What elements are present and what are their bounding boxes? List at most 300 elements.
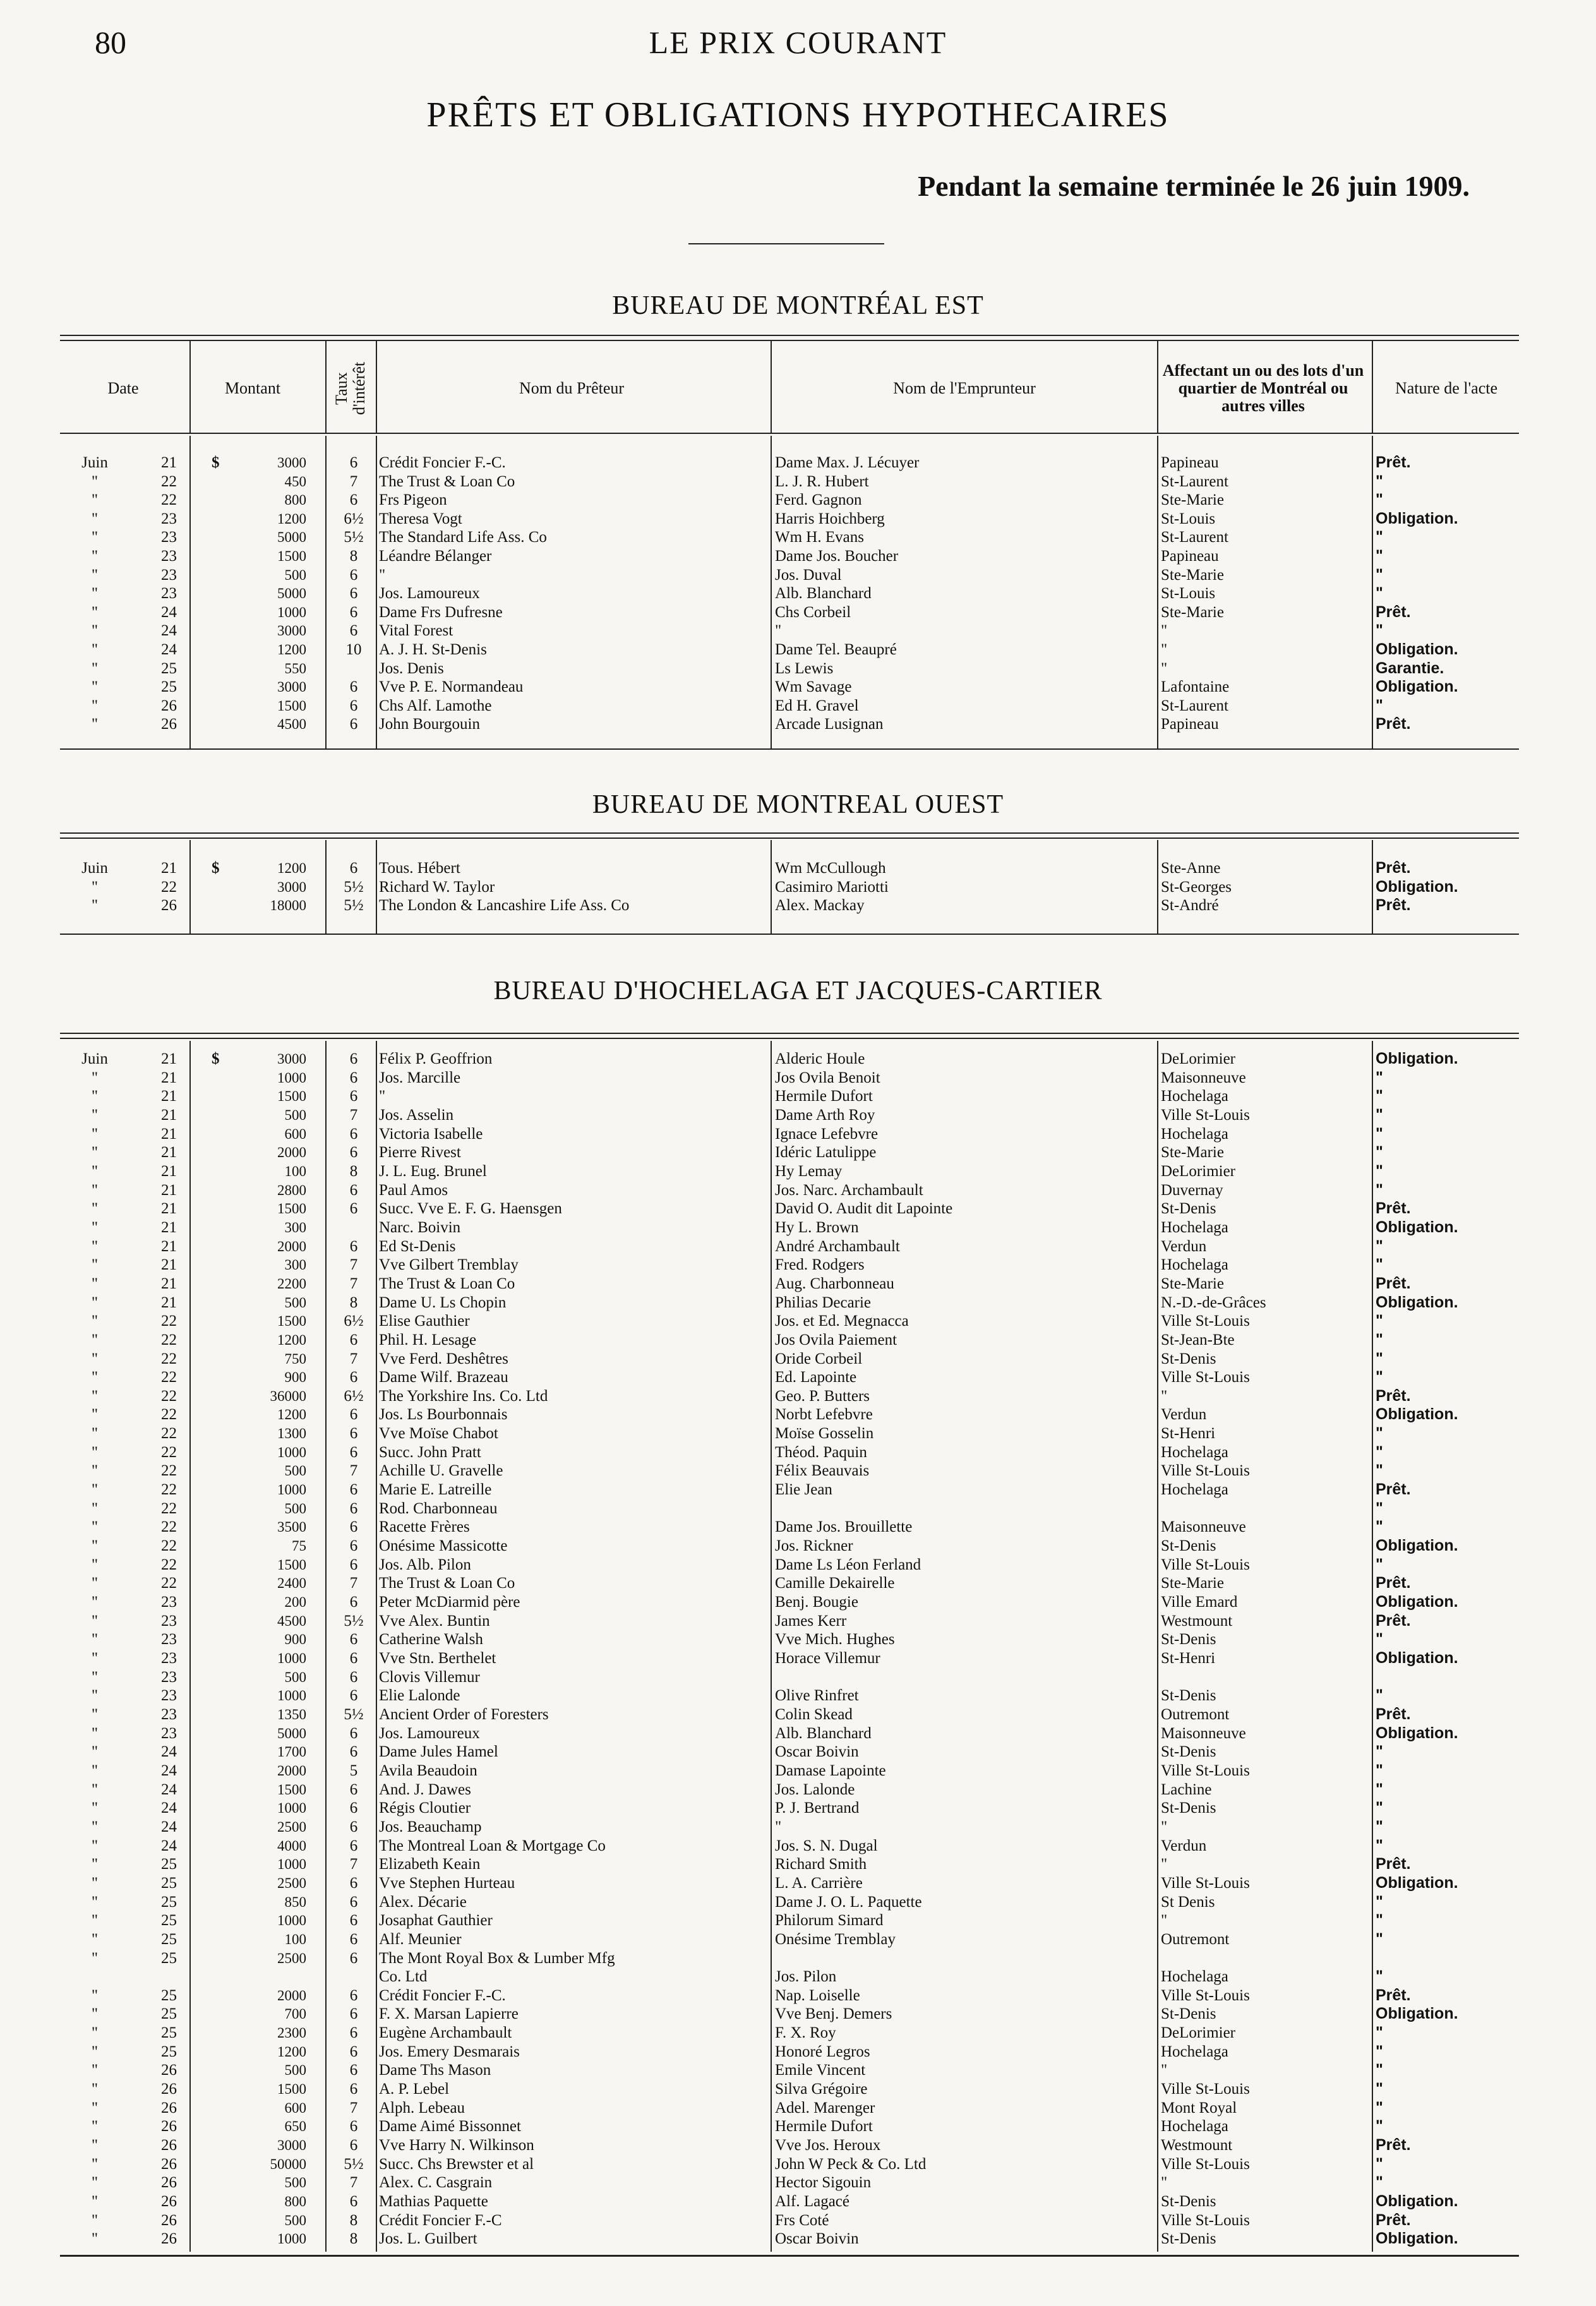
cell-amount: 1000	[277, 1069, 306, 1086]
cell-month: "	[91, 2043, 99, 2060]
cell-borrower: Fred. Rodgers	[775, 1256, 865, 1274]
cell-amount: 650	[284, 2118, 306, 2135]
cell-amount: 550	[284, 660, 306, 676]
cell-day: 23	[161, 529, 177, 546]
header-taux	[325, 344, 376, 433]
cell-day: 21	[161, 1181, 177, 1199]
cell-nature: Prêt.	[1376, 453, 1411, 471]
cell-district: St-Louis	[1161, 585, 1216, 603]
table-row	[60, 1649, 1519, 1668]
cell-month: "	[91, 1069, 99, 1086]
cell-amount: 800	[284, 2194, 306, 2210]
cell-borrower: Jos Ovila Paiement	[775, 1331, 897, 1348]
cell-day: 23	[161, 1705, 177, 1723]
table-row	[60, 1630, 1519, 1649]
cell-month: "	[91, 897, 99, 915]
table-row	[60, 2043, 1519, 2062]
cell-borrower: "	[775, 622, 782, 640]
cell-month: "	[91, 472, 99, 490]
table-row	[60, 640, 1519, 659]
cell-lender: Jos. Lamoureux	[379, 1724, 480, 1742]
cell-month: "	[91, 1949, 99, 1967]
cell-borrower: Vve Benj. Demers	[775, 2005, 892, 2023]
cell-day: 25	[161, 1986, 177, 2004]
cell-district: Duvernay	[1161, 1181, 1223, 1199]
cell-rate: 6	[349, 716, 358, 733]
table-row	[60, 1499, 1519, 1518]
cell-month: "	[91, 585, 99, 603]
cell-nature: "	[1376, 1180, 1383, 1199]
cell-month: "	[91, 697, 99, 714]
cell-borrower: Oscar Boivin	[775, 1743, 859, 1761]
cell-nature: "	[1376, 1555, 1383, 1573]
cell-lender: Crédit Foncier F.-C.	[379, 1986, 506, 2004]
cell-borrower: Horace Villemur	[775, 1650, 880, 1667]
cell-amount: 4000	[277, 1837, 306, 1854]
cell-nature: "	[1376, 1630, 1383, 1648]
cell-amount: 900	[284, 1631, 306, 1648]
cell-day: 23	[161, 510, 177, 527]
cell-nature: "	[1376, 696, 1383, 714]
table-row	[60, 2061, 1519, 2080]
cell-district: St-Laurent	[1161, 529, 1228, 546]
cell-lender: Frs Pigeon	[379, 491, 447, 509]
table-row	[60, 1218, 1519, 1237]
cell-district: "	[1161, 2062, 1168, 2079]
cell-district: St-Denis	[1161, 2005, 1216, 2023]
cell-nature: "	[1376, 1686, 1383, 1705]
cell-lender: Dame Jules Hamel	[379, 1743, 498, 1761]
cell-nature: Prêt.	[1376, 2211, 1411, 2229]
column-rule	[325, 840, 327, 934]
cell-lender: Ed St-Denis	[379, 1237, 456, 1255]
column-rule	[376, 436, 377, 748]
table-row	[60, 2099, 1519, 2118]
cell-district: "	[1161, 659, 1168, 677]
cell-day: 22	[161, 1312, 177, 1330]
table-row	[60, 1612, 1519, 1631]
cell-district: Ville St-Louis	[1161, 2155, 1250, 2173]
cell-lender: Félix P. Geoffrion	[379, 1050, 493, 1067]
cell-month: "	[91, 1144, 99, 1162]
cell-lender: Vve Alex. Buntin	[379, 1612, 490, 1630]
column-rule	[771, 436, 772, 748]
cell-month: "	[91, 1387, 99, 1405]
cell-month: "	[91, 1218, 99, 1236]
cell-day: 21	[161, 1088, 177, 1105]
cell-nature: "	[1376, 1761, 1383, 1779]
cell-borrower: Dame Ls Léon Ferland	[775, 1556, 921, 1573]
cell-district: "	[1161, 1387, 1168, 1405]
cell-month: "	[91, 1556, 99, 1573]
cell-rate: 6	[349, 1518, 358, 1536]
cell-day: 22	[161, 878, 177, 896]
cell-nature: Prêt.	[1376, 1480, 1411, 1499]
table-row	[60, 1087, 1519, 1106]
cell-month: "	[91, 1837, 99, 1854]
cell-day: 26	[161, 2174, 177, 2192]
cell-month: "	[91, 1986, 99, 2004]
cell-lender: Rod. Charbonneau	[379, 1499, 498, 1517]
cell-borrower: Jos. et Ed. Megnacca	[775, 1312, 909, 1330]
cell-borrower: F. X. Roy	[775, 2024, 836, 2042]
cell-lender: A. J. H. St-Denis	[379, 641, 487, 658]
cell-amount: 500	[284, 1107, 306, 1123]
cell-district: "	[1161, 1818, 1168, 1835]
table-row	[60, 2080, 1519, 2099]
cell-amount: 3000	[277, 2137, 306, 2154]
cell-month: "	[91, 529, 99, 546]
cell-rate: 6	[349, 1594, 358, 1611]
cell-amount: 2500	[277, 1875, 306, 1891]
cell-amount: 1500	[277, 548, 306, 564]
cell-lender: Alph. Lebeau	[379, 2099, 465, 2117]
cell-month: "	[91, 2005, 99, 2023]
cell-lender: Racette Frères	[379, 1518, 470, 1536]
column-rule	[325, 1041, 327, 2252]
cell-district: "	[1161, 1856, 1168, 1873]
cell-month: "	[91, 1856, 99, 1873]
cell-borrower: Casimiro Mariotti	[775, 878, 889, 896]
cell-month: "	[91, 1631, 99, 1648]
table-row	[60, 1705, 1519, 1724]
cell-month: "	[91, 678, 99, 696]
cell-lender: Dame U. Ls Chopin	[379, 1294, 507, 1311]
cell-rate: 6	[349, 2062, 358, 2079]
cell-rate: 6	[349, 1949, 358, 1967]
cell-lender: Jos. Asselin	[379, 1106, 454, 1124]
cell-day: 21	[161, 1050, 177, 1067]
cell-month: "	[91, 1125, 99, 1143]
cell-day: 22	[161, 1350, 177, 1367]
cell-day: 26	[161, 2099, 177, 2117]
cell-nature: Prêt.	[1376, 1611, 1411, 1630]
cell-borrower: Dame J. O. L. Paquette	[775, 1893, 922, 1911]
cell-district: Ste-Marie	[1161, 1275, 1224, 1292]
column-rule	[376, 840, 377, 934]
cell-amount: 1200	[277, 2043, 306, 2060]
cell-month: "	[91, 2155, 99, 2173]
cell-borrower: Ed H. Gravel	[775, 697, 859, 714]
table-row	[60, 1518, 1519, 1537]
page-title: PRÊTS ET OBLIGATIONS HYPOTHECAIRES	[426, 95, 1170, 135]
cell-month: "	[91, 1668, 99, 1686]
cell-borrower: Alex. Mackay	[775, 897, 865, 915]
table-row	[60, 1125, 1519, 1144]
cell-nature: "	[1376, 2024, 1383, 2042]
cell-district: Ville St-Louis	[1161, 1106, 1250, 1124]
cell-rate: 6	[349, 1556, 358, 1573]
cell-amount: 1500	[277, 1088, 306, 1105]
cell-amount: 1350	[277, 1706, 306, 1722]
cell-borrower: L. J. R. Hubert	[775, 472, 869, 490]
cell-day: 26	[161, 697, 177, 714]
table-row	[60, 1799, 1519, 1818]
cell-lender: Succ. Chs Brewster et al	[379, 2155, 534, 2173]
cell-nature: "	[1376, 1499, 1383, 1517]
cell-day: 25	[161, 2043, 177, 2060]
cell-month: "	[91, 1462, 99, 1480]
cell-day: 21	[161, 1275, 177, 1292]
cell-day: 21	[161, 454, 177, 471]
cell-rate: 6	[349, 2005, 358, 2023]
section-rule	[60, 934, 1519, 935]
cell-rate: 6	[349, 1425, 358, 1443]
cell-district: Ville St-Louis	[1161, 1312, 1250, 1330]
cell-amount: 500	[284, 1294, 306, 1311]
cell-rate: 6	[349, 1837, 358, 1854]
cell-lender: The London & Lancashire Life Ass. Co	[379, 897, 630, 915]
table-row	[60, 896, 1519, 915]
cell-rate: 6	[349, 1537, 358, 1555]
cell-lender: Peter McDiarmid père	[379, 1594, 520, 1611]
header-montant: Montant	[224, 378, 281, 397]
table-row	[60, 622, 1519, 640]
cell-nature: Prêt.	[1376, 715, 1411, 733]
cell-month: "	[91, 1930, 99, 1948]
cell-rate: 6	[349, 1930, 358, 1948]
cell-borrower: Alf. Lagacé	[775, 2193, 849, 2211]
cell-month: "	[91, 1874, 99, 1892]
cell-month: "	[91, 716, 99, 733]
cell-amount: 850	[284, 1894, 306, 1910]
cell-day: 23	[161, 566, 177, 584]
cell-lender: Victoria Isabelle	[379, 1125, 483, 1143]
cell-borrower: Théod. Paquin	[775, 1443, 867, 1461]
cell-amount: 300	[284, 1219, 306, 1235]
cell-borrower: Ed. Lapointe	[775, 1369, 857, 1386]
table-row	[60, 2211, 1519, 2230]
cell-nature: Prêt.	[1376, 2136, 1411, 2154]
cell-district: Lafontaine	[1161, 678, 1230, 696]
cell-day: 21	[161, 1256, 177, 1274]
cell-amount: 1000	[277, 1913, 306, 1929]
cell-lender: Jos. Emery Desmarais	[379, 2043, 520, 2060]
cell-nature: "	[1376, 1462, 1383, 1480]
cell-month: "	[91, 1425, 99, 1443]
cell-month: "	[91, 2230, 99, 2248]
cell-district: St-Denis	[1161, 1200, 1216, 1218]
cell-district: Hochelaga	[1161, 1088, 1228, 1105]
table-row	[60, 472, 1519, 491]
cell-day: 21	[161, 1106, 177, 1124]
cell-lender: The Yorkshire Ins. Co. Ltd	[379, 1387, 548, 1405]
cell-day: 23	[161, 1631, 177, 1648]
cell-district: St-Laurent	[1161, 697, 1228, 714]
cell-borrower: Philias Decarie	[775, 1294, 872, 1311]
cell-rate: 6	[349, 1912, 358, 1930]
cell-month: "	[91, 1331, 99, 1348]
cell-nature: Obligation.	[1376, 640, 1458, 658]
cell-borrower: Emile Vincent	[775, 2062, 866, 2079]
cell-district: Mont Royal	[1161, 2099, 1237, 2117]
cell-lender: Jos. Alb. Pilon	[379, 1556, 471, 1573]
cell-district: Maisonneuve	[1161, 1518, 1246, 1536]
table-row	[60, 2136, 1519, 2155]
cell-amount: 2000	[277, 1238, 306, 1254]
cell-rate: 6½	[344, 1312, 364, 1330]
cell-month: "	[91, 1294, 99, 1311]
cell-day: 21	[161, 1162, 177, 1180]
cell-day: 23	[161, 1687, 177, 1705]
column-rule	[189, 341, 191, 433]
cell-nature: Obligation.	[1376, 2192, 1458, 2211]
table-row	[60, 1818, 1519, 1837]
cell-day: 24	[161, 1818, 177, 1835]
cell-borrower: Alb. Blanchard	[775, 1724, 872, 1742]
cell-lender: Pierre Rivest	[379, 1144, 461, 1162]
cell-district: Hochelaga	[1161, 1218, 1228, 1236]
cell-day: 25	[161, 1930, 177, 1948]
cell-day: 26	[161, 2081, 177, 2098]
cell-lender: Jos. L. Guilbert	[379, 2230, 477, 2248]
cell-borrower: Colin Skead	[775, 1705, 853, 1723]
cell-rate: 6	[349, 1687, 358, 1705]
table-row	[60, 603, 1519, 622]
cell-month: Juin	[81, 1050, 108, 1067]
cell-nature: Prêt.	[1376, 896, 1411, 915]
cell-borrower: Jos. S. N. Dugal	[775, 1837, 878, 1854]
cell-amount: 36000	[270, 1388, 306, 1404]
cell-day: 26	[161, 2155, 177, 2173]
cell-borrower: Hermile Dufort	[775, 2118, 873, 2135]
cell-rate: 7	[349, 1575, 358, 1592]
cell-district: Hochelaga	[1161, 1125, 1228, 1143]
cell-nature: Prêt.	[1376, 1855, 1411, 1873]
cell-lender: Alex. C. Casgrain	[379, 2174, 493, 2192]
cell-day: 24	[161, 1781, 177, 1798]
cell-borrower: Hy Lemay	[775, 1162, 843, 1180]
cell-month: "	[91, 1724, 99, 1742]
cell-district: Hochelaga	[1161, 1481, 1228, 1499]
cell-amount: 1000	[277, 1856, 306, 1873]
cell-lender: The Montreal Loan & Mortgage Co	[379, 1837, 606, 1854]
cell-rate: 6	[349, 1125, 358, 1143]
cell-rate: 6	[349, 1986, 358, 2004]
cell-borrower: Idéric Latulippe	[775, 1144, 877, 1162]
cell-nature: Obligation.	[1376, 1593, 1458, 1611]
table-row	[60, 1893, 1519, 1912]
cell-rate: 6	[349, 1200, 358, 1218]
cell-day: 23	[161, 1612, 177, 1630]
table-row	[60, 1593, 1519, 1612]
cell-district: Ville St-Louis	[1161, 1986, 1250, 2004]
cell-day: 25	[161, 1893, 177, 1911]
cell-borrower: Elie Jean	[775, 1481, 832, 1499]
cell-amount: 50000	[270, 2156, 306, 2172]
cell-month: "	[91, 659, 99, 677]
cell-rate: 6	[349, 622, 358, 640]
cell-rate: 8	[349, 548, 358, 565]
cell-borrower: L. A. Carrière	[775, 1874, 863, 1892]
cell-month: "	[91, 1443, 99, 1461]
cell-nature: Prêt.	[1376, 1986, 1411, 2004]
cell-district: Papineau	[1161, 716, 1219, 733]
cell-month: "	[91, 1705, 99, 1723]
cell-nature: "	[1376, 528, 1383, 546]
cell-day: 23	[161, 1594, 177, 1611]
table-row	[60, 1199, 1519, 1218]
cell-borrower: Philorum Simard	[775, 1912, 884, 1930]
cell-district: Ste-Anne	[1161, 860, 1221, 877]
cell-lender: And. J. Dawes	[379, 1781, 471, 1798]
cell-amount: 1200	[277, 1407, 306, 1423]
cell-dollar-sign: $	[212, 1050, 220, 1067]
cell-lender: Vve Moïse Chabot	[379, 1425, 498, 1443]
cell-day: 23	[161, 1668, 177, 1686]
cell-borrower: Ignace Lefebvre	[775, 1125, 879, 1143]
cell-day: 22	[161, 1387, 177, 1405]
column-rule	[189, 840, 191, 934]
cell-rate: 8	[349, 2230, 358, 2248]
cell-month: "	[91, 491, 99, 509]
cell-borrower: Olive Rinfret	[775, 1687, 859, 1705]
cell-day: 26	[161, 2193, 177, 2211]
header-rule	[60, 335, 1519, 341]
cell-lender: Josaphat Gauthier	[379, 1912, 493, 1930]
cell-month: "	[91, 1650, 99, 1667]
cell-district: Lachine	[1161, 1781, 1212, 1798]
table-row	[60, 2155, 1519, 2174]
section-rule	[60, 832, 1519, 839]
cell-borrower: Alb. Blanchard	[775, 585, 872, 603]
cell-district: Hochelaga	[1161, 1443, 1228, 1461]
cell-borrower: Hector Sigouin	[775, 2174, 872, 2192]
cell-lender: J. L. Eug. Brunel	[379, 1162, 487, 1180]
cell-district: Ville St-Louis	[1161, 2081, 1250, 2098]
cell-district: Ste-Marie	[1161, 603, 1224, 621]
cell-nature: "	[1376, 1237, 1383, 1255]
cell-month: "	[91, 1162, 99, 1180]
cell-rate: 8	[349, 1162, 358, 1180]
table-row	[60, 1368, 1519, 1387]
cell-rate: 6	[349, 2137, 358, 2154]
cell-borrower: Jos. Duval	[775, 566, 842, 584]
cell-nature: "	[1376, 1068, 1383, 1086]
cell-borrower: Oride Corbeil	[775, 1350, 863, 1367]
cell-borrower: P. J. Bertrand	[775, 1799, 860, 1817]
cell-day: 23	[161, 1724, 177, 1742]
cell-rate: 6	[349, 1406, 358, 1424]
cell-amount: 1500	[277, 1201, 306, 1217]
cell-nature: "	[1376, 1911, 1383, 1930]
cell-borrower: Norbt Lefebvre	[775, 1406, 873, 1424]
cell-borrower: Aug. Charbonneau	[775, 1275, 894, 1292]
cell-lender: Dame Frs Dufresne	[379, 603, 503, 621]
cell-amount: 2000	[277, 1762, 306, 1779]
cell-rate: 7	[349, 2099, 358, 2117]
cell-rate: 7	[349, 1275, 358, 1292]
cell-rate: 6	[349, 2118, 358, 2135]
cell-day: 22	[161, 1556, 177, 1573]
cell-rate: 5	[349, 1762, 358, 1779]
cell-day: 26	[161, 2118, 177, 2135]
cell-borrower: Hermile Dufort	[775, 1088, 873, 1105]
cell-district: Ville St-Louis	[1161, 1462, 1250, 1480]
cell-lender: Chs Alf. Lamothe	[379, 697, 492, 714]
cell-rate: 5½	[344, 1705, 364, 1723]
table-row	[60, 1855, 1519, 1874]
cell-district: Ste-Marie	[1161, 1575, 1224, 1592]
cell-rate: 6	[349, 585, 358, 603]
cell-district: "	[1161, 641, 1168, 658]
cell-month: "	[91, 2024, 99, 2042]
cell-district: St-Denis	[1161, 1350, 1216, 1367]
cell-rate: 6	[349, 1144, 358, 1162]
cell-district: St-Denis	[1161, 2230, 1216, 2248]
cell-rate: 7	[349, 472, 358, 490]
cell-borrower: Richard Smith	[775, 1856, 867, 1873]
